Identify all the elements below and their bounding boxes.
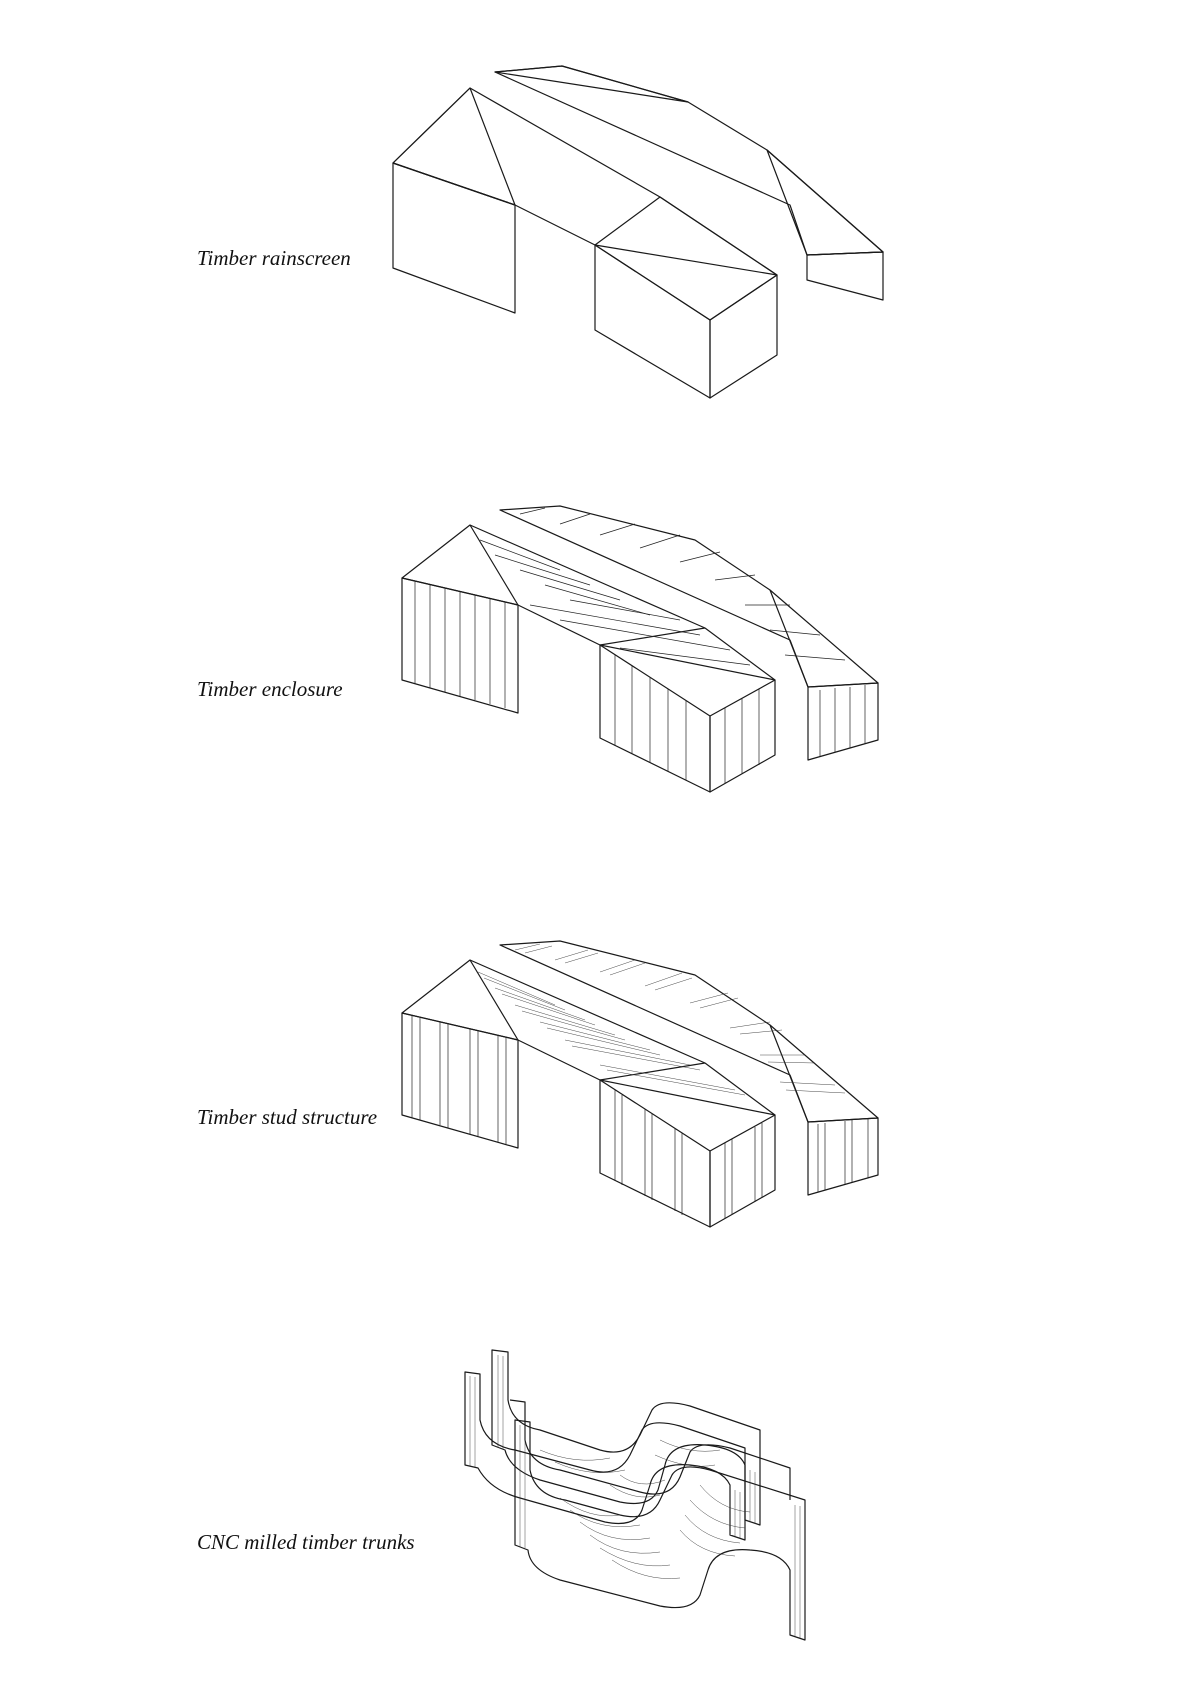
rainscreen-drawing — [0, 0, 1200, 420]
layer-label-cnc-trunks: CNC milled timber trunks — [197, 1530, 415, 1554]
wall-right-gable — [807, 252, 883, 300]
layer-label-rainscreen: Timber rainscreen — [197, 246, 351, 270]
layer-cnc-milled-trunks — [0, 1340, 1200, 1680]
roof-plane-left — [393, 88, 777, 275]
layer-timber-stud-structure — [0, 910, 1200, 1270]
roof-hip-right-dark — [495, 66, 688, 102]
layer-label-stud-structure: Timber stud structure — [197, 1105, 378, 1129]
stud-structure-drawing — [0, 910, 1200, 1270]
enclosure-left-volume — [402, 525, 775, 792]
stud-left-volume — [402, 960, 775, 1227]
roof-hip-left — [393, 88, 515, 205]
layer-timber-enclosure — [0, 480, 1200, 840]
wall-left-front — [595, 245, 710, 398]
trunk-front — [510, 1400, 805, 1640]
trunk-mill-contours — [470, 1355, 800, 1638]
roof-hip-left-front — [595, 197, 777, 320]
wall-left-gable — [393, 163, 515, 313]
wall-left-front-side — [710, 275, 777, 398]
layer-label-enclosure: Timber enclosure — [197, 677, 343, 701]
roof-plane-right — [495, 66, 883, 255]
layer-timber-rainscreen — [0, 0, 1200, 420]
enclosure-drawing — [0, 480, 1200, 840]
cnc-trunks-drawing — [0, 1340, 1200, 1680]
